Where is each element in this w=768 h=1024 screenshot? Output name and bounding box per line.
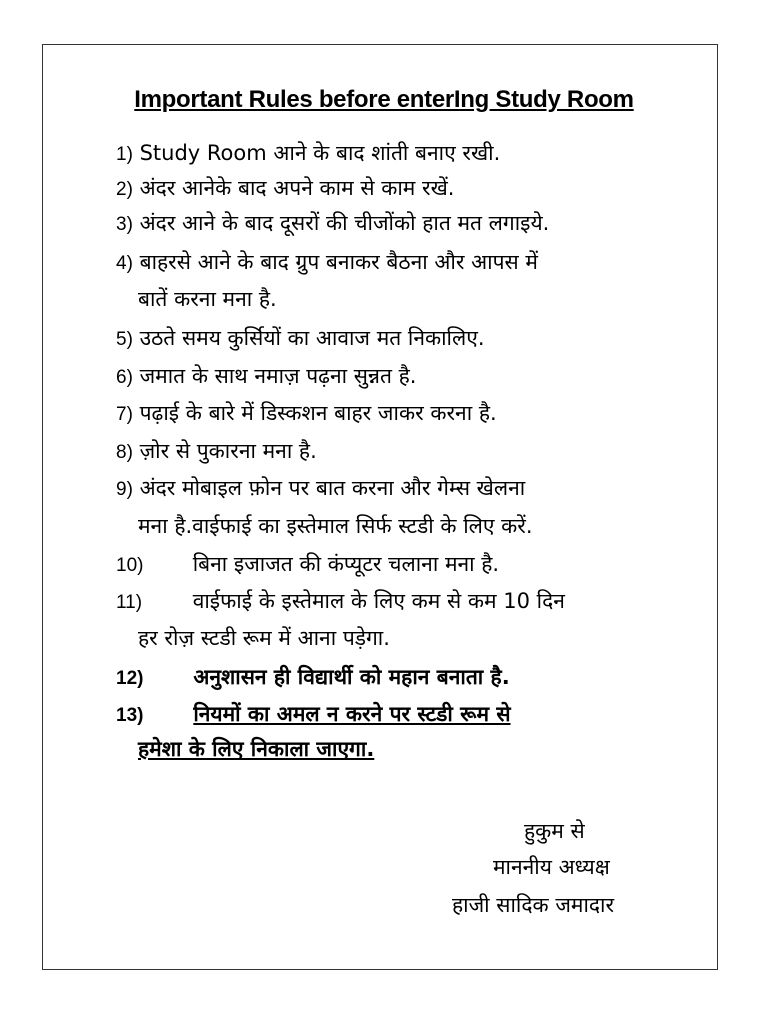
rule-number: 10) bbox=[116, 555, 144, 576]
rule-text: अनुशासन ही विद्यार्थी को महान बनाता है. bbox=[193, 665, 510, 689]
signature-line-2: माननीय अध्यक्ष bbox=[493, 855, 610, 879]
signature-line-3: हाजी सादिक जमादार bbox=[452, 893, 615, 917]
rule-text: नियमों का अमल न करने पर स्टडी रूम से bbox=[193, 702, 511, 726]
rule-4-continuation: बातें करना मना है. bbox=[138, 287, 277, 311]
rule-text: अंदर आने के बाद दूसरों की चीजोंको हात मत लगाइये. bbox=[139, 211, 550, 235]
signature-line-1: हुकुम से bbox=[524, 819, 585, 843]
rule-11-continuation: हर रोज़ स्टडी रूम में आना पड़ेगा. bbox=[138, 626, 390, 650]
rule-11 bbox=[116, 585, 708, 619]
rule-number: 6) bbox=[116, 367, 133, 388]
rule-1 bbox=[116, 137, 708, 171]
rule-text: उठते समय कुर्सियों का आवाज मत निकालिए. bbox=[139, 326, 485, 350]
rule-number: 5) bbox=[116, 329, 133, 350]
rule-4 bbox=[116, 246, 708, 280]
rule-12 bbox=[116, 661, 708, 695]
rule-text: बाहरसे आने के बाद ग्रुप बनाकर बैठना और आपस में bbox=[139, 250, 538, 274]
rule-13-continuation: हमेशा के लिए निकाला जाएगा. bbox=[138, 737, 375, 761]
rule-10 bbox=[116, 548, 708, 582]
notice-title: Important Rules before enterIng Study Room bbox=[134, 86, 634, 113]
rule-text: पढ़ाई के बारे में डिस्कशन बाहर जाकर करना है. bbox=[139, 401, 497, 425]
rule-7 bbox=[116, 397, 708, 431]
rule-number: 11) bbox=[116, 592, 143, 613]
rule-text: ज़ोर से पुकारना मना है. bbox=[139, 439, 317, 463]
rule-2 bbox=[116, 172, 708, 206]
rule-text: जमात के साथ नमाज़ पढ़ना सुन्नत है. bbox=[139, 364, 417, 388]
rule-number: 12) bbox=[116, 668, 144, 689]
rule-number: 4) bbox=[116, 253, 133, 274]
rule-8 bbox=[116, 435, 708, 469]
rule-13 bbox=[116, 698, 708, 732]
rule-number: 7) bbox=[116, 404, 133, 425]
rule-number: 1) bbox=[116, 144, 133, 165]
rule-text: Study Room आने के बाद शांती बनाए रखी. bbox=[139, 141, 501, 165]
rule-text: अंदर आनेके बाद अपने काम से काम रखें. bbox=[139, 176, 455, 200]
rule-text: वाईफाई के इस्तेमाल के लिए कम से कम 10 दिन bbox=[192, 589, 565, 613]
rule-6 bbox=[116, 360, 708, 394]
rule-number: 2) bbox=[116, 179, 133, 200]
rule-9 bbox=[116, 472, 708, 506]
rule-3 bbox=[116, 207, 708, 241]
rule-text: अंदर मोबाइल फ़ोन पर बात करना और गेम्स खेलना bbox=[139, 476, 526, 500]
rule-number: 8) bbox=[116, 442, 133, 463]
rule-9-continuation: मना है.वाईफाई का इस्तेमाल सिर्फ स्टडी के लिए करें. bbox=[138, 514, 533, 538]
rule-5 bbox=[116, 322, 708, 356]
rule-number: 9) bbox=[116, 479, 133, 500]
rule-number: 13) bbox=[116, 705, 144, 726]
rule-number: 3) bbox=[116, 214, 133, 235]
rule-text: बिना इजाजत की कंप्यूटर चलाना मना है. bbox=[192, 552, 500, 576]
